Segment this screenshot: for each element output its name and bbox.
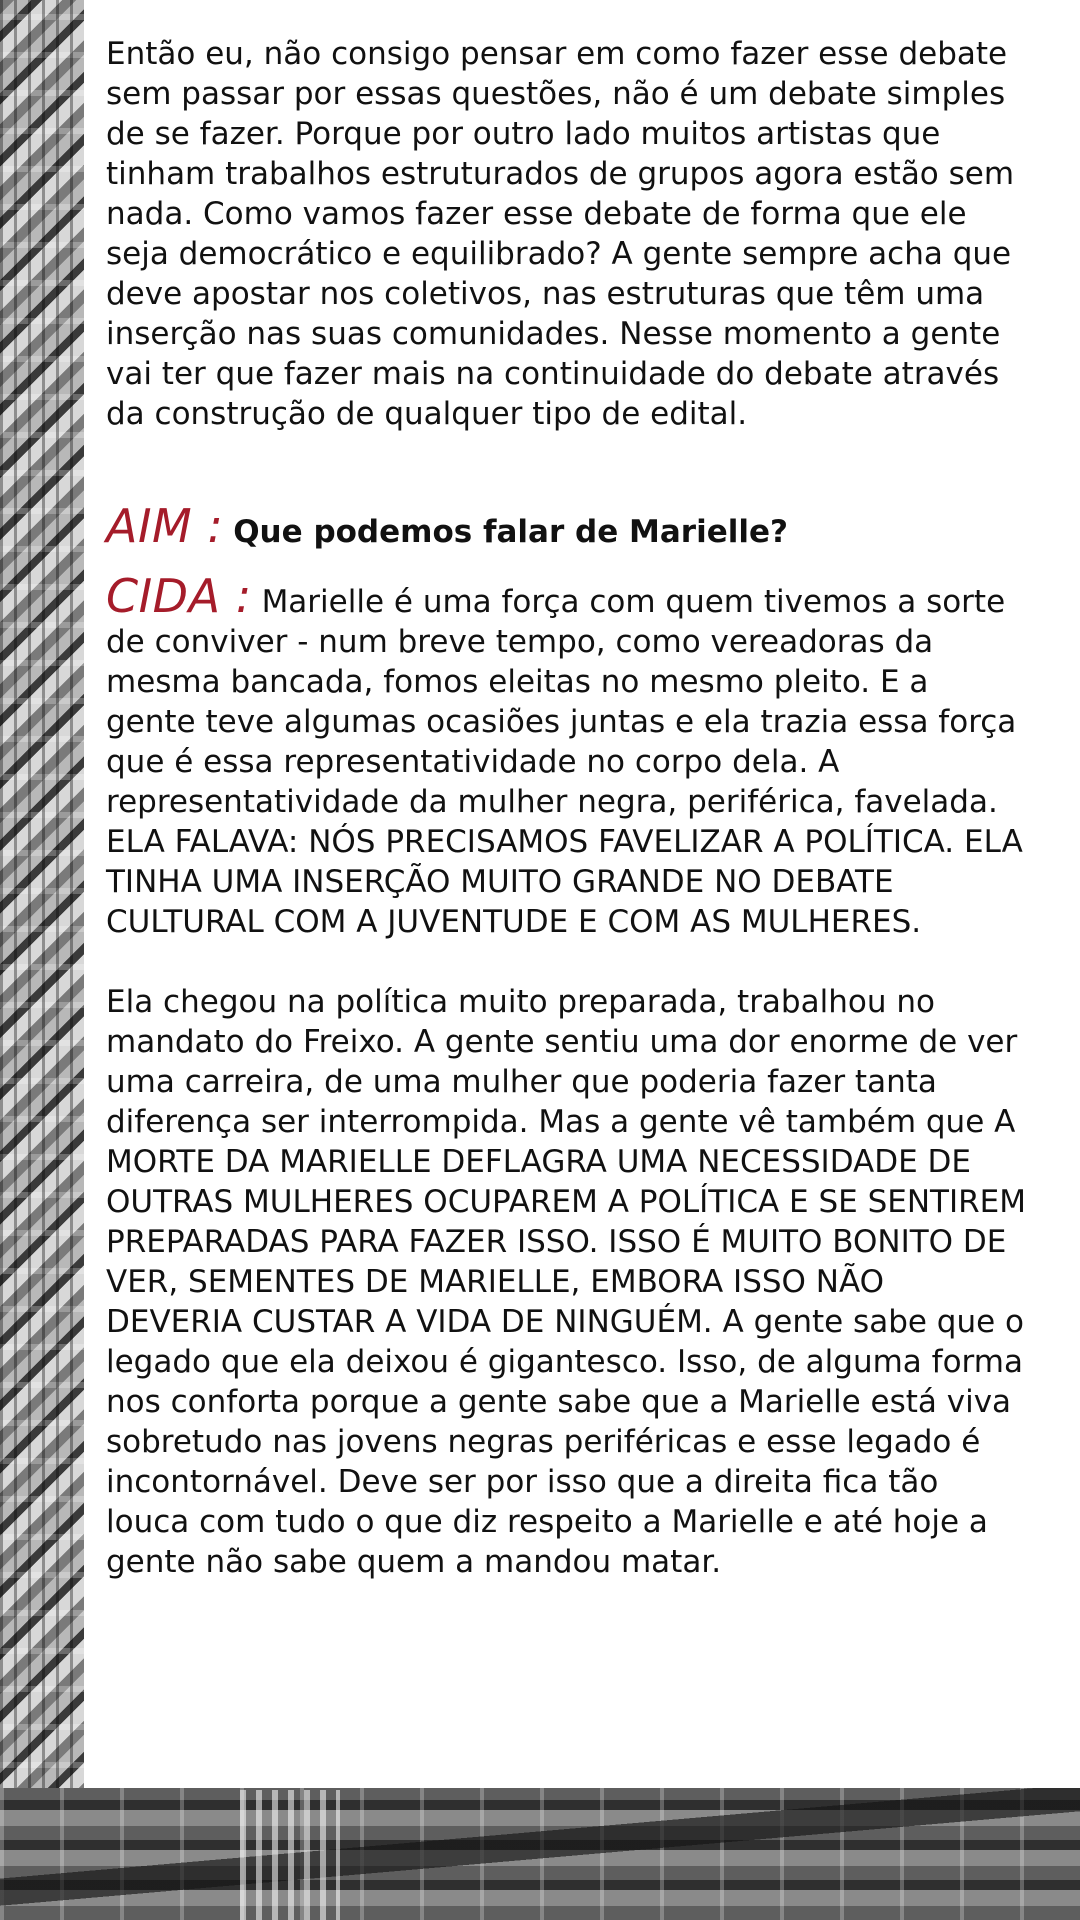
article-body [106, 34, 1026, 1582]
answer-block-1 [106, 569, 1026, 942]
speaker-aim: AIM : [106, 499, 224, 553]
question-text: Que podemos falar de Marielle? [233, 514, 788, 550]
paragraph-1: Então eu, não consigo pensar em como fazer esse debate sem passar por essas questões, não é um debate simples de se fazer. Porque por outro lado muitos artistas que tinham trabalhos estruturados de grupos agora estão sem nada. Como vamos fazer esse debate de forma que ele seja democrático e equilibrado? A gente sempre acha que deve apostar nos coletivos, nas estruturas que têm uma inserção nas suas comunidades. Nesse momento a gente vai ter que fazer mais na continuidade do debate através da construção de qualquer tipo de edital. [106, 36, 1015, 432]
answer-text-1: Marielle é uma força com quem tivemos a sorte de conviver - num breve tempo, como vereadoras da mesma bancada, fomos eleitas no mesmo pleito. E a gente teve algumas ocasiões juntas e ela trazia essa força que é essa representatividade no corpo dela. A representatividade da mulher negra, periférica, favelada. ELA FALAVA: NÓS PRECISAMOS FAVELIZAR A POLÍTICA. ELA TINHA UMA INSERÇÃO MUITO GRANDE NO DEBATE CULTURAL COM A JUVENTUDE E COM AS MULHERES. [106, 584, 1023, 940]
answer-block-2: Ela chegou na política muito preparada, trabalhou no mandato do Freixo. A gente sentiu uma dor enorme de ver uma carreira, de uma mulher que poderia fazer tanta diferença ser interrompida. Mas a gente vê também que A MORTE DA MARIELLE DEFLAGRA UMA NECESSIDADE DE OUTRAS MULHERES OCUPAREM A POLÍTICA E SE SENTIREM PREPARADAS PARA FAZER ISSO. ISSO É MUITO BONITO DE VER, SEMENTES DE MARIELLE, EMBORA ISSO NÃO DEVERIA CUSTAR A VIDA DE NINGUÉM. A gente sabe que o legado que ela deixou é gigantesco. Isso, de alguma forma nos conforta porque a gente sabe que a Marielle está viva sobretudo nas jovens negras periféricas e esse legado é incontornável. Deve ser por isso que a direita fica tão louca com tudo o que diz respeito a Marielle e até hoje a gente não sabe quem a mandou matar. [106, 984, 1027, 1580]
question-block [106, 499, 1026, 553]
speaker-cida: CIDA : [106, 569, 252, 623]
aerial-photo-left-strip [0, 0, 84, 1920]
crosswalk-stripes [0, 1790, 1080, 1920]
